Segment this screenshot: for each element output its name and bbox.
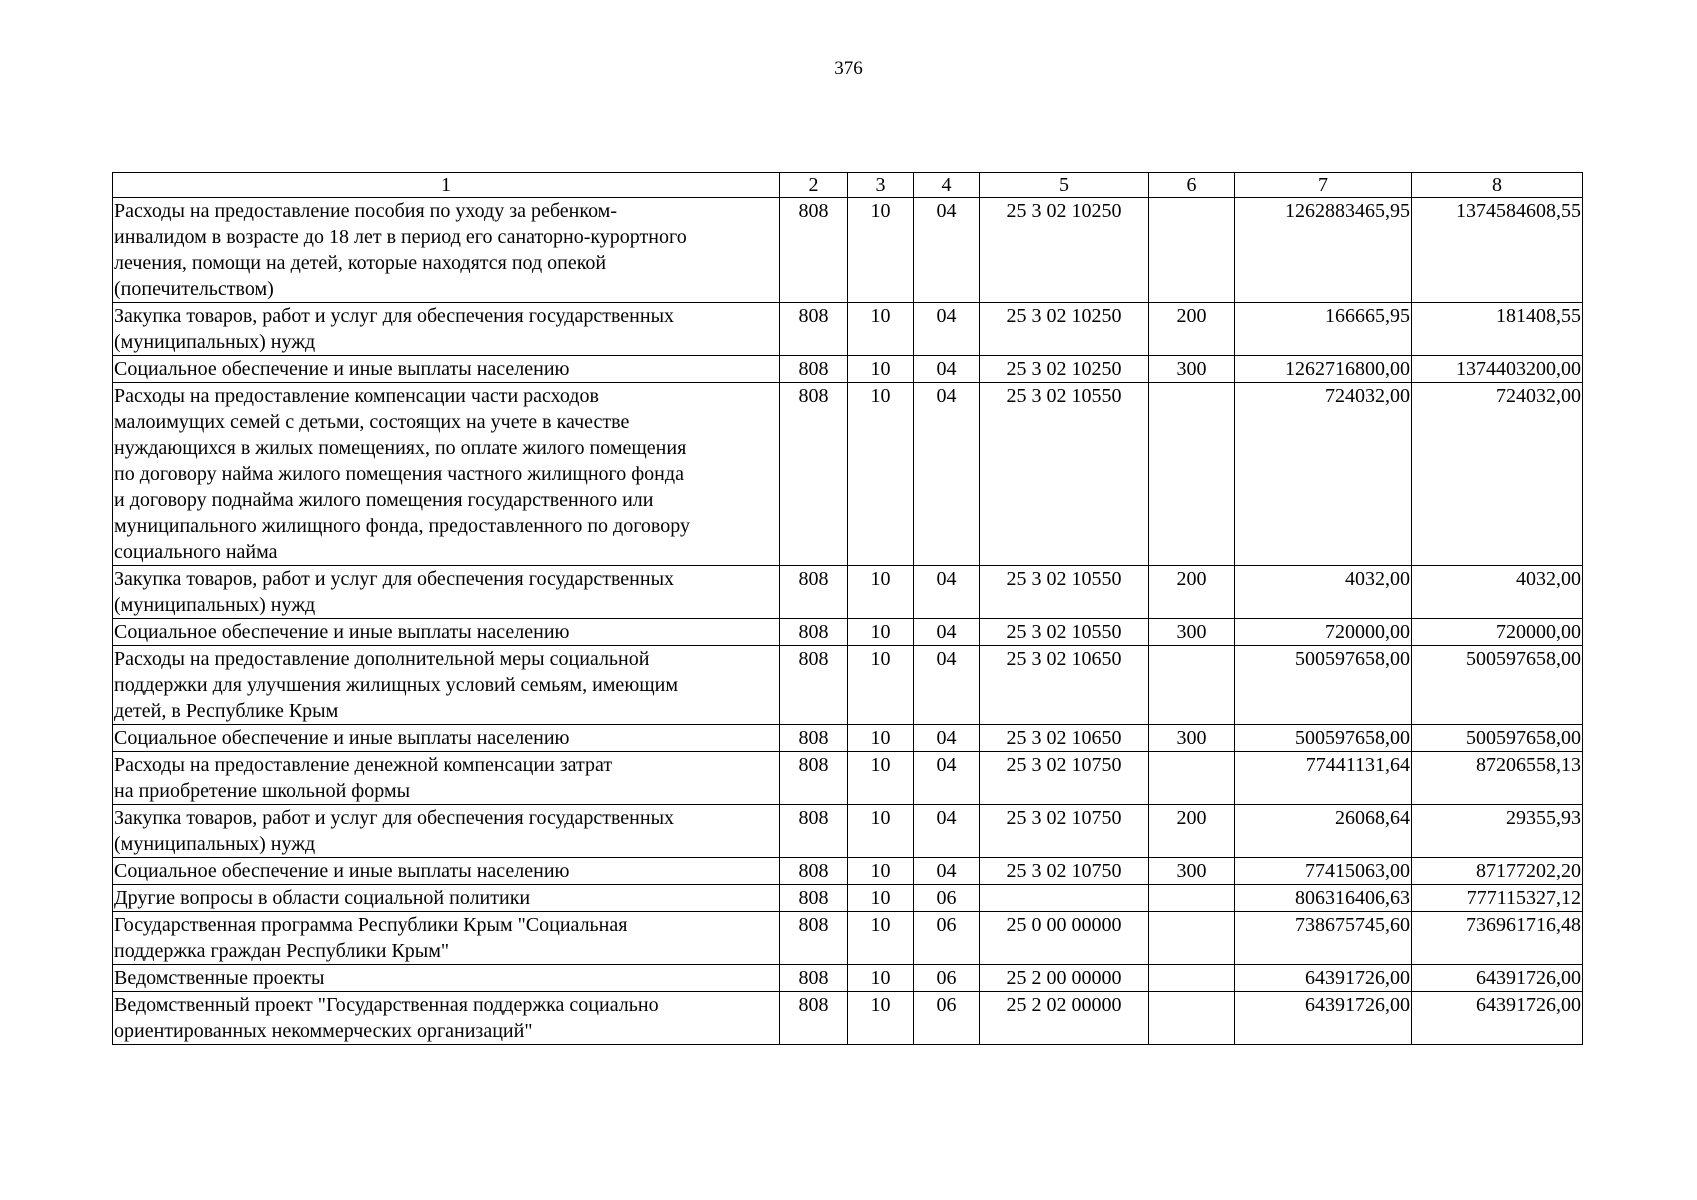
target-article-code: 25 3 02 10550 — [980, 619, 1149, 646]
target-article-code: 25 3 02 10650 — [980, 646, 1149, 725]
section-code: 10 — [848, 992, 914, 1045]
ministry-code: 808 — [780, 965, 848, 992]
subsection-code: 04 — [914, 619, 980, 646]
section-code: 10 — [848, 646, 914, 725]
row-name: Ведомственный проект "Государственная поддержка социально ориентированных некоммерческих организаций" — [113, 992, 780, 1045]
table-row — [113, 356, 1583, 383]
table-row — [113, 752, 1583, 805]
expense-type-code — [1149, 992, 1235, 1045]
column-header: 7 — [1235, 173, 1412, 198]
expense-type-code: 200 — [1149, 566, 1235, 619]
target-article-code: 25 3 02 10650 — [980, 725, 1149, 752]
column-header: 5 — [980, 173, 1149, 198]
row-name: Социальное обеспечение и иные выплаты населению — [113, 725, 780, 752]
row-name: Другие вопросы в области социальной политики — [113, 885, 780, 912]
budget-table — [112, 172, 1583, 1045]
amount-col7: 166665,95 — [1235, 303, 1412, 356]
amount-col8: 500597658,00 — [1412, 725, 1583, 752]
ministry-code: 808 — [780, 858, 848, 885]
target-article-code: 25 3 02 10250 — [980, 303, 1149, 356]
amount-col7: 77441131,64 — [1235, 752, 1412, 805]
subsection-code: 04 — [914, 566, 980, 619]
subsection-code: 04 — [914, 383, 980, 566]
amount-col7: 738675745,60 — [1235, 912, 1412, 965]
target-article-code: 25 3 02 10250 — [980, 356, 1149, 383]
subsection-code: 04 — [914, 752, 980, 805]
section-code: 10 — [848, 383, 914, 566]
amount-col7: 806316406,63 — [1235, 885, 1412, 912]
subsection-code: 06 — [914, 885, 980, 912]
table-row — [113, 992, 1583, 1045]
table-row — [113, 965, 1583, 992]
expense-type-code: 200 — [1149, 805, 1235, 858]
subsection-code: 06 — [914, 992, 980, 1045]
table-row — [113, 383, 1583, 566]
row-name: Закупка товаров, работ и услуг для обеспечения государственных (муниципальных) нужд — [113, 566, 780, 619]
amount-col7: 1262883465,95 — [1235, 198, 1412, 303]
row-name: Расходы на предоставление компенсации части расходов малоимущих семей с детьми, состоящих на учете в качестве нуждающихся в жилых помещениях, по оплате жилого помещения по договору найма жилого помещения частного жилищного фонда и договору поднайма жилого помещения государственного или муниципального жилищного фонда, предоставленного по договору социального найма — [113, 383, 780, 566]
target-article-code: 25 3 02 10550 — [980, 566, 1149, 619]
expense-type-code — [1149, 752, 1235, 805]
ministry-code: 808 — [780, 619, 848, 646]
amount-col7: 724032,00 — [1235, 383, 1412, 566]
ministry-code: 808 — [780, 992, 848, 1045]
subsection-code: 06 — [914, 912, 980, 965]
expense-type-code — [1149, 912, 1235, 965]
amount-col8: 1374403200,00 — [1412, 356, 1583, 383]
amount-col8: 64391726,00 — [1412, 965, 1583, 992]
target-article-code: 25 2 02 00000 — [980, 992, 1149, 1045]
column-header: 2 — [780, 173, 848, 198]
amount-col8: 724032,00 — [1412, 383, 1583, 566]
section-code: 10 — [848, 885, 914, 912]
table-row — [113, 805, 1583, 858]
ministry-code: 808 — [780, 303, 848, 356]
expense-type-code — [1149, 646, 1235, 725]
section-code: 10 — [848, 303, 914, 356]
amount-col8: 181408,55 — [1412, 303, 1583, 356]
subsection-code: 04 — [914, 858, 980, 885]
table-row — [113, 646, 1583, 725]
row-name: Государственная программа Республики Крым "Социальная поддержка граждан Республики Крым" — [113, 912, 780, 965]
ministry-code: 808 — [780, 725, 848, 752]
amount-col7: 4032,00 — [1235, 566, 1412, 619]
subsection-code: 04 — [914, 725, 980, 752]
row-name: Социальное обеспечение и иные выплаты населению — [113, 858, 780, 885]
target-article-code: 25 2 00 00000 — [980, 965, 1149, 992]
expense-type-code: 300 — [1149, 356, 1235, 383]
row-name: Ведомственные проекты — [113, 965, 780, 992]
table-row — [113, 858, 1583, 885]
amount-col7: 720000,00 — [1235, 619, 1412, 646]
expense-type-code — [1149, 198, 1235, 303]
subsection-code: 04 — [914, 646, 980, 725]
amount-col8: 29355,93 — [1412, 805, 1583, 858]
ministry-code: 808 — [780, 912, 848, 965]
row-name: Расходы на предоставление дополнительной меры социальной поддержки для улучшения жилищных условий семьям, имеющим детей, в Республике Крым — [113, 646, 780, 725]
amount-col7: 64391726,00 — [1235, 965, 1412, 992]
subsection-code: 04 — [914, 198, 980, 303]
expense-type-code: 200 — [1149, 303, 1235, 356]
ministry-code: 808 — [780, 566, 848, 619]
amount-col8: 1374584608,55 — [1412, 198, 1583, 303]
amount-col8: 64391726,00 — [1412, 992, 1583, 1045]
ministry-code: 808 — [780, 646, 848, 725]
row-name: Расходы на предоставление пособия по уходу за ребенком- инвалидом в возрасте до 18 лет в период его санаторно-курортного лечения, помощи на детей, которые находятся под опекой (попечительством) — [113, 198, 780, 303]
table-row — [113, 619, 1583, 646]
target-article-code: 25 3 02 10750 — [980, 752, 1149, 805]
amount-col7: 1262716800,00 — [1235, 356, 1412, 383]
ministry-code: 808 — [780, 805, 848, 858]
table-row — [113, 885, 1583, 912]
amount-col8: 777115327,12 — [1412, 885, 1583, 912]
section-code: 10 — [848, 912, 914, 965]
amount-col8: 87177202,20 — [1412, 858, 1583, 885]
subsection-code: 04 — [914, 805, 980, 858]
target-article-code: 25 3 02 10550 — [980, 383, 1149, 566]
column-header: 3 — [848, 173, 914, 198]
ministry-code: 808 — [780, 383, 848, 566]
amount-col7: 500597658,00 — [1235, 725, 1412, 752]
expense-type-code — [1149, 885, 1235, 912]
column-header: 4 — [914, 173, 980, 198]
row-name: Социальное обеспечение и иные выплаты населению — [113, 619, 780, 646]
amount-col8: 720000,00 — [1412, 619, 1583, 646]
amount-col8: 87206558,13 — [1412, 752, 1583, 805]
section-code: 10 — [848, 619, 914, 646]
section-code: 10 — [848, 566, 914, 619]
row-name: Закупка товаров, работ и услуг для обеспечения государственных (муниципальных) нужд — [113, 303, 780, 356]
amount-col7: 64391726,00 — [1235, 992, 1412, 1045]
expense-type-code — [1149, 965, 1235, 992]
amount-col8: 4032,00 — [1412, 566, 1583, 619]
ministry-code: 808 — [780, 356, 848, 383]
page-number: 376 — [834, 58, 863, 79]
amount-col8: 500597658,00 — [1412, 646, 1583, 725]
section-code: 10 — [848, 805, 914, 858]
target-article-code: 25 0 00 00000 — [980, 912, 1149, 965]
target-article-code: 25 3 02 10250 — [980, 198, 1149, 303]
table-row — [113, 912, 1583, 965]
subsection-code: 06 — [914, 965, 980, 992]
target-article-code — [980, 885, 1149, 912]
section-code: 10 — [848, 965, 914, 992]
amount-col7: 500597658,00 — [1235, 646, 1412, 725]
expense-type-code: 300 — [1149, 725, 1235, 752]
expense-type-code: 300 — [1149, 858, 1235, 885]
section-code: 10 — [848, 725, 914, 752]
table-header-row — [113, 173, 1583, 198]
target-article-code: 25 3 02 10750 — [980, 858, 1149, 885]
amount-col7: 26068,64 — [1235, 805, 1412, 858]
expense-type-code: 300 — [1149, 619, 1235, 646]
column-header: 8 — [1412, 173, 1583, 198]
section-code: 10 — [848, 752, 914, 805]
row-name: Закупка товаров, работ и услуг для обеспечения государственных (муниципальных) нужд — [113, 805, 780, 858]
subsection-code: 04 — [914, 356, 980, 383]
row-name: Расходы на предоставление денежной компенсации затрат на приобретение школьной формы — [113, 752, 780, 805]
ministry-code: 808 — [780, 198, 848, 303]
section-code: 10 — [848, 356, 914, 383]
section-code: 10 — [848, 198, 914, 303]
subsection-code: 04 — [914, 303, 980, 356]
section-code: 10 — [848, 858, 914, 885]
expense-type-code — [1149, 383, 1235, 566]
amount-col8: 736961716,48 — [1412, 912, 1583, 965]
column-header: 6 — [1149, 173, 1235, 198]
ministry-code: 808 — [780, 885, 848, 912]
table-row — [113, 198, 1583, 303]
table-row — [113, 725, 1583, 752]
target-article-code: 25 3 02 10750 — [980, 805, 1149, 858]
ministry-code: 808 — [780, 752, 848, 805]
table-row — [113, 566, 1583, 619]
table-row — [113, 303, 1583, 356]
column-header: 1 — [113, 173, 780, 198]
row-name: Социальное обеспечение и иные выплаты населению — [113, 356, 780, 383]
amount-col7: 77415063,00 — [1235, 858, 1412, 885]
